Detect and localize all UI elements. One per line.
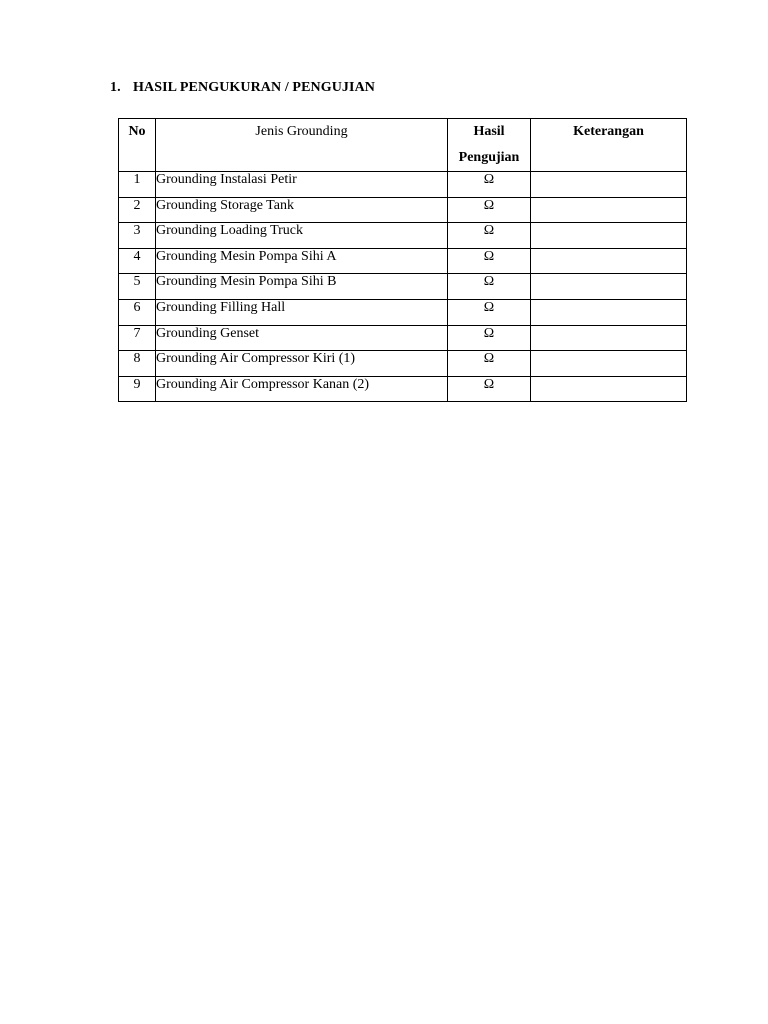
row-keterangan xyxy=(531,376,687,402)
table-header xyxy=(119,119,687,172)
row-keterangan xyxy=(531,274,687,300)
table-row xyxy=(119,376,687,402)
table-row xyxy=(119,274,687,300)
header-hasil-line2: Pengujian xyxy=(458,150,520,165)
row-jenis-grounding: Grounding Air Compressor Kanan (2) xyxy=(156,376,448,402)
row-keterangan xyxy=(531,248,687,274)
table-row xyxy=(119,223,687,249)
row-number: 3 xyxy=(119,223,156,249)
section-heading xyxy=(110,80,375,96)
row-jenis-grounding: Grounding Loading Truck xyxy=(156,223,448,249)
row-hasil-pengujian: Ω xyxy=(448,248,531,274)
row-hasil-pengujian: Ω xyxy=(448,376,531,402)
table-row xyxy=(119,172,687,198)
table-row xyxy=(119,325,687,351)
row-number: 2 xyxy=(119,197,156,223)
row-hasil-pengujian: Ω xyxy=(448,299,531,325)
section-number: 1. xyxy=(110,80,121,95)
row-keterangan xyxy=(531,223,687,249)
section-title: HASIL PENGUKURAN / PENGUJIAN xyxy=(133,80,375,95)
row-jenis-grounding: Grounding Storage Tank xyxy=(156,197,448,223)
table-row xyxy=(119,248,687,274)
header-no: No xyxy=(119,119,156,172)
header-row xyxy=(119,119,687,172)
row-number: 7 xyxy=(119,325,156,351)
row-keterangan xyxy=(531,172,687,198)
table-body xyxy=(119,172,687,402)
row-hasil-pengujian: Ω xyxy=(448,172,531,198)
grounding-results-table xyxy=(118,118,687,402)
header-hasil-pengujian xyxy=(448,119,531,172)
row-hasil-pengujian: Ω xyxy=(448,197,531,223)
row-jenis-grounding: Grounding Genset xyxy=(156,325,448,351)
header-keterangan: Keterangan xyxy=(531,119,687,172)
row-number: 8 xyxy=(119,351,156,377)
row-number: 4 xyxy=(119,248,156,274)
row-jenis-grounding: Grounding Mesin Pompa Sihi B xyxy=(156,274,448,300)
header-hasil-line1: Hasil xyxy=(473,124,505,139)
row-keterangan xyxy=(531,351,687,377)
row-number: 9 xyxy=(119,376,156,402)
row-jenis-grounding: Grounding Mesin Pompa Sihi A xyxy=(156,248,448,274)
header-jenis-grounding: Jenis Grounding xyxy=(156,119,448,172)
row-keterangan xyxy=(531,299,687,325)
row-number: 1 xyxy=(119,172,156,198)
row-number: 6 xyxy=(119,299,156,325)
row-jenis-grounding: Grounding Filling Hall xyxy=(156,299,448,325)
row-hasil-pengujian: Ω xyxy=(448,274,531,300)
row-number: 5 xyxy=(119,274,156,300)
table-row xyxy=(119,351,687,377)
row-jenis-grounding: Grounding Air Compressor Kiri (1) xyxy=(156,351,448,377)
row-keterangan xyxy=(531,325,687,351)
row-hasil-pengujian: Ω xyxy=(448,223,531,249)
row-hasil-pengujian: Ω xyxy=(448,325,531,351)
row-jenis-grounding: Grounding Instalasi Petir xyxy=(156,172,448,198)
row-keterangan xyxy=(531,197,687,223)
table-row xyxy=(119,197,687,223)
row-hasil-pengujian: Ω xyxy=(448,351,531,377)
table-row xyxy=(119,299,687,325)
